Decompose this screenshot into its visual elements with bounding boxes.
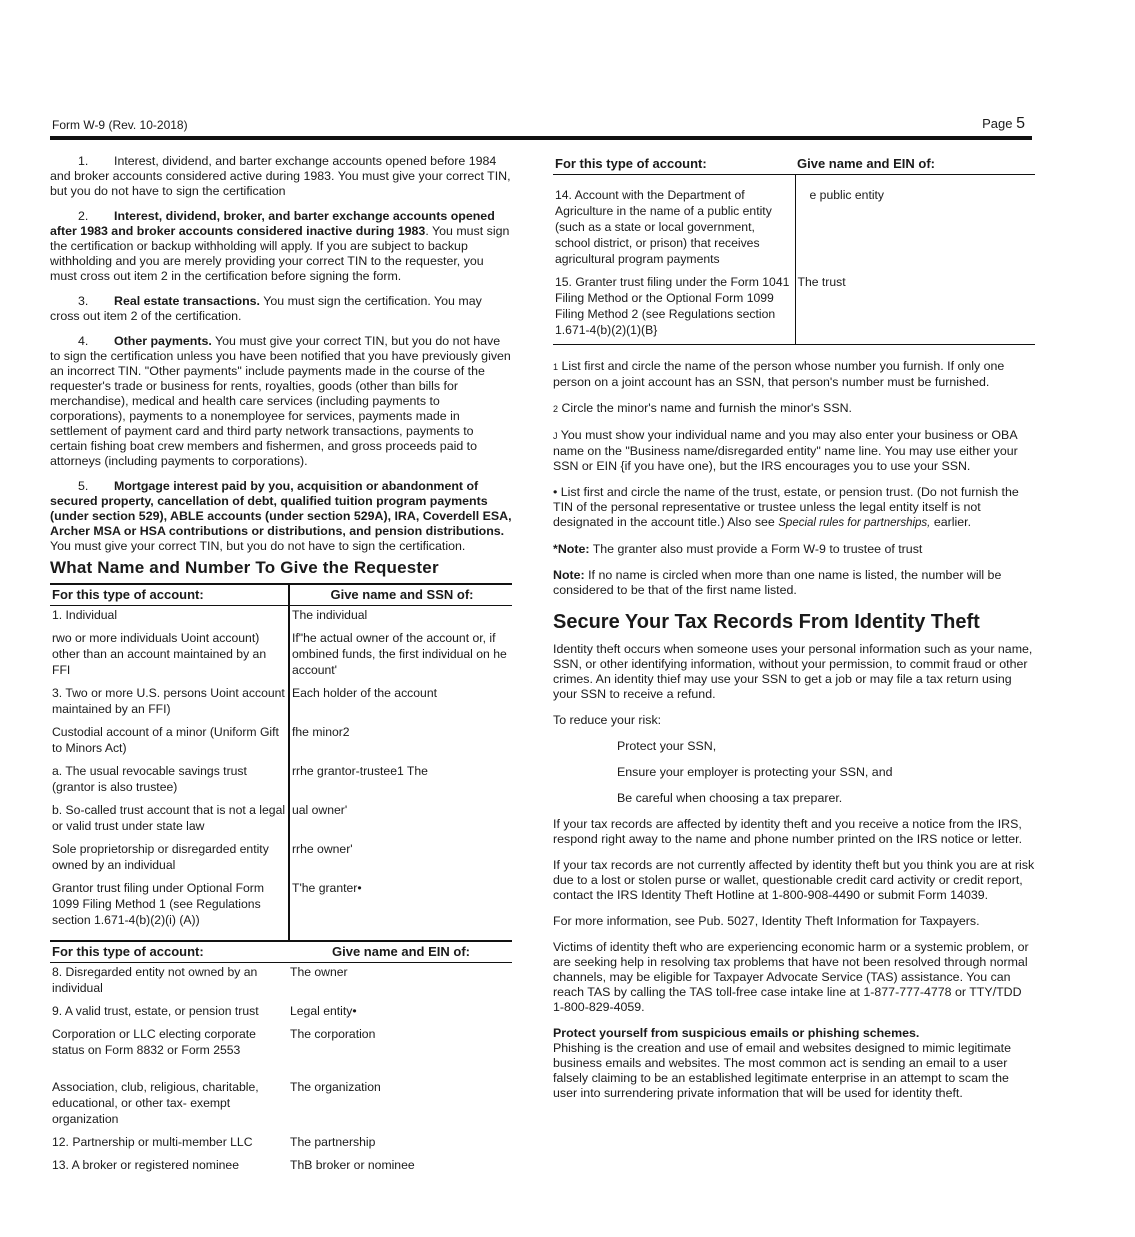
account-type: 13. A broker or registered nominee (52, 1158, 239, 1172)
account-type: 1. Individual (52, 608, 118, 622)
item-heading: Interest, dividend, broker, and barter exchange accounts opened after 1983 and broker accounts considered inactive during 1983 (50, 209, 495, 238)
account-type: 8. Disregarded entity not owned by an individual (52, 965, 258, 995)
note-text: If no name is circled when more than one name is listed, the number will be considered to be that of the first name listed. (553, 568, 1002, 597)
name-to-give: The corporation (290, 1027, 376, 1041)
account-type: 15. Granter trust filing under the Form 1041 Filing Method or the Optional Form 1099 Filing Method 2 (see Regulations section 1.671-4(b)(2)(1)(B} (555, 275, 790, 337)
name-to-give: The individual (289, 606, 512, 630)
identity-theft-title: Secure Your Tax Records From Identity Theft (553, 611, 980, 633)
footnote-text: List first and circle the name of the person whose number you furnish. If only one person on a joint account has an SSN, that person's number must be furnished. (553, 359, 1005, 389)
table-row (50, 1133, 512, 1156)
account-type: Corporation or LLC electing corporate status on Form 8832 or Form 2553 (52, 1027, 256, 1057)
table-row (50, 801, 512, 840)
account-type: 12. Partnership or multi-member LLC (52, 1135, 253, 1149)
table-header: Give name and EIN of: (288, 941, 512, 963)
account-type: a. The usual revocable savings trust (grantor is also trustee) (52, 764, 247, 794)
name-to-give: fhe minor2 (289, 723, 512, 762)
footnote-mark: • (553, 485, 558, 499)
item-number: 3. (78, 294, 89, 308)
certification-item (50, 334, 512, 469)
paragraph: Victims of identity theft who are experiencing economic harm or a systemic problem, or are seeking help in resolving tax problems that have not been resolved through normal channels, may be eligible for Taxpayer Advocate Service (TAS) assistance. You can reach TAS by calling the TAS toll-free case intake line at 1-877-777-4778 or TTY/TDD 1-800-829-4059. (553, 940, 1029, 1014)
page-indicator (982, 116, 1025, 131)
item-text: You must give your correct TIN, but you do not have to sign the certification unless you have been notified that you have previously given an incorrect TIN. "Other payments" include payments made in the course of the requester's trade or business for rents, royalties, goods (other than bills for merchandise), medical and health care services (including payments to corporations), payments to a nonemployee for services, payments made in settlement of payment card and third party network transactions, payments to certain fishing boat crew members and fishermen, and gross proceeds paid to attorneys (including payments to corporations). (50, 334, 511, 468)
item-text: You must give your correct TIN, but you do not have to sign the certification. (50, 539, 466, 553)
name-to-give: rrhe owner' (289, 840, 512, 879)
ssn-table (50, 583, 512, 940)
paragraph: If your tax records are not currently affected by identity theft but you think you are at risk due to a lost or stolen purse or wallet, questionable credit card activity or credit report, contact the IRS Identity Theft Hotline at 1-800-908-4490 or submit Form 14039. (553, 858, 1035, 902)
paragraph: If your tax records are affected by identity theft and you receive a notice from the IRS, respond right away to the name and phone number printed on the IRS notice or letter. (553, 817, 1023, 846)
table-header: Give name and EIN of: (795, 154, 1035, 175)
account-type: 3. Two or more U.S. persons Uoint account maintained by an FFI) (52, 686, 285, 716)
name-to-give: The organization (290, 1080, 381, 1094)
ein-table-continued (553, 154, 1035, 345)
name-to-give: The partnership (290, 1135, 376, 1149)
paragraph: Identity theft occurs when someone uses your personal information such as your name, SSN, or other identifying information, without your permission, to commit fraud or other crimes. An identity thief may use your SSN to get a job or may file a tax return using your SSN to receive a refund. (553, 642, 1033, 701)
name-to-give: The trust (795, 273, 1035, 345)
footnote-italic: Special rules for partnerships, (778, 517, 931, 529)
bullet-item: Protect your SSN, (617, 739, 717, 753)
item-text: . You must sign the certification or backup withholding will apply. If you are subject to backup withholding and you are merely providing your correct TIN to the requester, you must cross out item 2 in the certification before signing the form. (50, 224, 510, 283)
right-column (553, 154, 1035, 1101)
table-row (50, 723, 512, 762)
table-row (50, 1002, 512, 1025)
paragraph: To reduce your risk: (553, 713, 662, 727)
table-row (50, 1025, 512, 1078)
page-label: Page (982, 116, 1013, 131)
item-number: 2. (78, 209, 89, 223)
bullet-item: Ensure your employer is protecting your SSN, and (617, 765, 893, 779)
footnote-mark: 1 (553, 362, 559, 372)
bullet-item: Be careful when choosing a tax preparer. (617, 791, 843, 805)
account-type: Grantor trust filing under Optional Form 1099 Filing Method 1 (see Regulations section 1.671-4(b)(2)(i) (A)) (52, 881, 265, 927)
certification-item (50, 154, 512, 199)
item-number: 4. (78, 334, 89, 348)
table-header: For this type of account: (50, 584, 289, 606)
item-text: You must sign the certification. You may cross out item 2 of the certification. (50, 294, 482, 323)
left-column (50, 154, 512, 1179)
paragraph: For more information, see Pub. 5027, Identity Theft Information for Taxpayers. (553, 914, 980, 928)
table-row (50, 879, 512, 940)
table-row (50, 762, 512, 801)
footnote-text: Circle the minor's name and furnish the minor's SSN. (558, 401, 852, 415)
footnote (553, 428, 1035, 474)
note-label: Note: (553, 568, 585, 582)
name-to-give: Legal entity• (290, 1004, 357, 1018)
name-to-give: Each holder of the account (289, 684, 512, 723)
account-type: Sole proprietorship or disregarded entity owned by an individual (52, 842, 269, 872)
account-type: 9. A valid trust, estate, or pension trust (52, 1004, 259, 1018)
note-label: *Note: (553, 542, 590, 556)
table-row (553, 175, 1035, 274)
note-circled (553, 568, 1035, 598)
footnote (553, 359, 1035, 390)
table-header: For this type of account: (553, 154, 795, 175)
item-heading: Other payments. (114, 334, 212, 348)
table-row (50, 1078, 512, 1133)
certification-item (50, 294, 512, 324)
certification-items (50, 154, 512, 554)
table-row (50, 963, 512, 1003)
table-row (50, 606, 512, 630)
account-type: 14. Account with the Department of Agriculture in the name of a public entity (such as a state or local government, school district, or prison) that receives agricultural program payments (555, 188, 772, 266)
item-number: 5. (78, 479, 89, 493)
section-title: What Name and Number To Give the Requester (50, 558, 439, 577)
footnote-mark: 2 (553, 404, 559, 414)
name-to-give: T'he granter• (289, 879, 512, 940)
certification-item (50, 479, 512, 554)
phishing-text: Phishing is the creation and use of email and websites designed to mimic legitimate business emails and websites. The most common act is sending an email to a user falsely claiming to be an established legitimate enterprise in an attempt to scam the user into surrendering private information that will be used for identity theft. (553, 1041, 1012, 1100)
footnote (553, 401, 1035, 417)
note-trust (553, 542, 1035, 557)
table-row (50, 840, 512, 879)
form-name: Form W-9 (Rev. 10-2018) (52, 118, 188, 132)
certification-item (50, 209, 512, 284)
name-to-give: If"he actual owner of the account or, if ombined funds, the first individual on he account' (289, 629, 512, 684)
table-row (50, 629, 512, 684)
name-to-give: ThB broker or nominee (290, 1158, 415, 1172)
name-to-give: The owner (290, 965, 348, 979)
account-type: Association, club, religious, charitable, educational, or other tax- exempt organization (52, 1080, 259, 1126)
account-type: rwo or more individuals Uoint account) other than an account maintained by an FFI (52, 631, 267, 677)
ein-table (50, 940, 512, 1179)
note-text: The granter also must provide a Form W-9 to trustee of trust (589, 542, 923, 556)
table-header: Give name and SSN of: (289, 584, 512, 606)
name-to-give: rrhe grantor-trustee1 The (289, 762, 512, 801)
item-text: Interest, dividend, and barter exchange accounts opened before 1984 and broker accounts considered active during 1983. You must give your correct TIN, but you do not have to sign the certification (50, 154, 511, 198)
table-row (50, 684, 512, 723)
footnote-text: List first and circle the name of the trust, estate, or pension trust. (Do not furnish the TIN of the personal representative or trustee unless the legal entity itself is not designated in the account title.) Also see (553, 485, 1019, 529)
name-to-give: ual owner' (289, 801, 512, 840)
table-row (50, 1156, 512, 1179)
name-to-give: e public entity (795, 175, 1035, 274)
item-heading: Mortgage interest paid by you, acquisition or abandonment of secured property, cancellation of debt, qualified tuition program payments (under section 529), ABLE accounts (under section 529A), IRA, Coverdell ESA, Archer MSA or HSA contributions or distributions, and pension distributions. (50, 479, 512, 538)
footnote (553, 485, 1035, 531)
phishing-paragraph (553, 1026, 1035, 1101)
header-rule (50, 136, 1032, 140)
account-type: Custodial account of a minor (Uniform Gift to Minors Act) (52, 725, 279, 755)
item-heading: Real estate transactions. (114, 294, 260, 308)
footnote-mark: J (553, 431, 558, 441)
page-number: 5 (1016, 115, 1025, 132)
table-row (553, 273, 1035, 345)
table-header: For this type of account: (50, 941, 288, 963)
phishing-heading: Protect yourself from suspicious emails or phishing schemes. (553, 1026, 920, 1040)
account-type: b. So-called trust account that is not a legal or valid trust under state law (52, 803, 286, 833)
footnote-tail: earlier. (930, 515, 972, 529)
item-number: 1. (78, 154, 89, 168)
footnote-text: You must show your individual name and you may also enter your business or OBA name on the "Business name/disregarded entity" name line. You may use either your SSN or EIN {if you have one), but the IRS encourages you to use your SSN. (553, 428, 1018, 473)
